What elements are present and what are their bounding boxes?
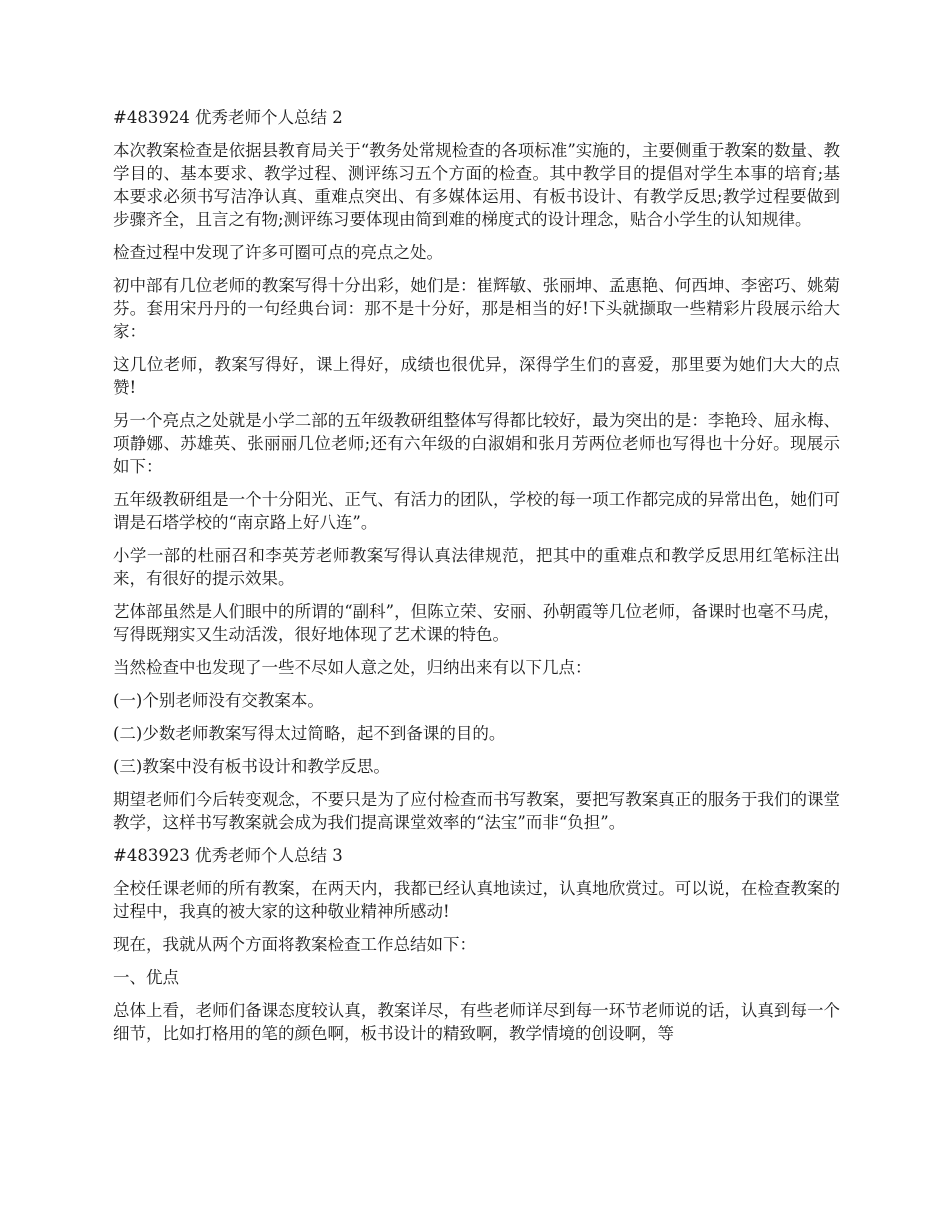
paragraph: 总体上看，老师们备课态度较认真，教案详尽，有些老师详尽到每一环节老师说的话，认真到每一个细节，比如打格用的笔的颜色啊，板书设计的精致啊，教学情境的创设啊，等 [113, 1001, 840, 1043]
paragraph: 期望老师们今后转变观念，不要只是为了应付检查而书写教案，要把写教案真正的服务于我们的课堂教学，这样书写教案就会成为我们提高课堂效率的“法宝”而非“负担”。 [113, 790, 840, 832]
paragraph: 全校任课老师的所有教案，在两天内，我都已经认真地读过，认真地欣赏过。可以说，在检查教案的过程中，我真的被大家的这种敬业精神所感动! [113, 879, 840, 921]
subheading: 一、优点 [113, 968, 179, 987]
section-heading: #483923 优秀老师个人总结 3 [113, 846, 343, 865]
paragraph: 另一个亮点之处就是小学二部的五年级教研组整体写得都比较好，最为突出的是：李艳玲、屈永梅、项静娜、苏雄英、张丽丽几位老师;还有六年级的白淑娟和张月芳两位老师也写得也十分好。现展示如下： [113, 411, 840, 476]
list-item: (一)个别老师没有交教案本。 [113, 691, 324, 710]
list-item: (三)教案中没有板书设计和教学反思。 [113, 757, 390, 776]
paragraph: 本次教案检查是依据县教育局关于“教务处常规检查的各项标准”实施的，主要侧重于教案的数量、教学目的、基本要求、教学过程、测评练习五个方面的检查。其中教学目的提倡对学生本事的培育;基本要求必须书写洁净认真、重难点突出、有多媒体运用、有板书设计、有教学反思;教学过程要做到步骤齐全，且言之有物;测评练习要体现由简到难的梯度式的设计理念，贴合小学生的认知规律。 [113, 141, 840, 229]
paragraph: 艺体部虽然是人们眼中的所谓的“副科”，但陈立荣、安丽、孙朝霞等几位老师，备课时也毫不马虎，写得既翔实又生动活泼，很好地体现了艺术课的特色。 [113, 602, 840, 644]
section-heading: #483924 优秀老师个人总结 2 [113, 108, 343, 127]
paragraph: 小学一部的杜丽召和李英芳老师教案写得认真法律规范，把其中的重难点和教学反思用红笔标注出来，有很好的提示效果。 [113, 546, 840, 588]
list-item: (二)少数老师教案写得太过简略，起不到备课的目的。 [113, 724, 506, 743]
paragraph: 初中部有几位老师的教案写得十分出彩，她们是：崔辉敏、张丽坤、孟惠艳、何西坤、李密巧、姚菊芬。套用宋丹丹的一句经典台词：那不是十分好，那是相当的好!下头就撷取一些精彩片段展示给大家： [113, 276, 840, 341]
paragraph: 现在，我就从两个方面将教案检查工作总结如下： [113, 935, 476, 954]
paragraph: 检查过程中发现了许多可圈可点的亮点之处。 [113, 243, 443, 262]
document-page [113, 106, 840, 1055]
paragraph: 这几位老师，教案写得好，课上得好，成绩也很优异，深得学生们的喜爱，那里要为她们大大的点赞! [113, 355, 840, 397]
paragraph: 五年级教研组是一个十分阳光、正气、有活力的团队，学校的每一项工作都完成的异常出色，她们可谓是石塔学校的“南京路上好八连”。 [113, 490, 840, 532]
paragraph: 当然检查中也发现了一些不尽如人意之处，归纳出来有以下几点： [113, 658, 592, 677]
